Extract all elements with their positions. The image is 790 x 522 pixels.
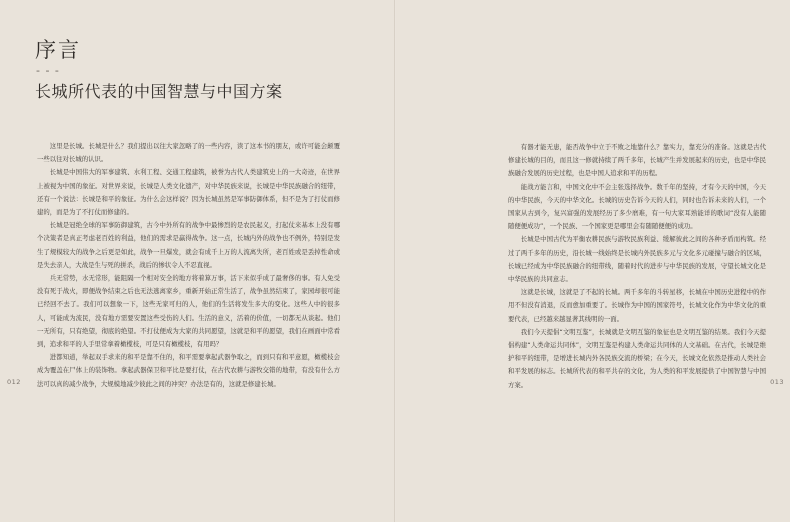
paragraph: 长城是中国伟大的军事建筑、水利工程、交通工程建筑，被誉为古代人类建筑史上的一大奇迹，在世界上被视为中国的象征。对世界来说，长城是人类文化遗产，对中华民族来说，长城是中华民族融合的纽带，还有一个说法：长城是和平的象征。为什么会这样说？因为长城虽然是军事防御体系，但不是为了打仗而修建的，而是为了不打仗而修建的。 bbox=[37, 168, 340, 217]
paragraph: 我们今天提倡“文明互鉴”，长城就是文明互鉴的象征也是文明互鉴的结果。我们今天提倡构建“人类命运共同体”，文明互鉴是构建人类命运共同体的人文基础。在古代，长城是维护和平的纽带，是增进长城内外各民族交流的桥梁；在今天，长城文化依然是推动人类社会和平发展的标志。长城所代表的和平共存的文化，为人类的和平发展提供了中国智慧与中国方案。 bbox=[508, 327, 766, 389]
paragraph: 这里是长城。长城是什么？我们提出以往大家忽略了的一些内容，读了这本书的朋友，或许可能会颠覆一些以往对长城的认识。 bbox=[37, 142, 340, 164]
paragraph: 有器才能无患，能否战争中立于不败之地靠什么？靠实力，靠充分的准备。这就是古代修建长城的目的，而且这一修就持续了两千多年，长城产生并发展起来的历史，也是中华民族融合发展的历史过程，也是中国人追求和平的历程。 bbox=[508, 143, 766, 178]
right-body-text bbox=[508, 141, 766, 392]
title-divider: - - - bbox=[36, 64, 60, 77]
page-number-right: 013 bbox=[770, 378, 784, 386]
paragraph: 长城是中国古代为平衡农耕民族与游牧民族利益、缓解彼此之间的各种矛盾而构筑。经过了两千多年的历史，沿长城一线始终是长城内外民族多元与文化多元碰撞与融合的区域，长城已经成为中华民族融合的纽带线，随着时代的进步与中华民族的发展，守望长城文化是中华民族的共同意志。 bbox=[508, 235, 766, 284]
chapter-title: 序言 bbox=[35, 38, 81, 62]
paragraph: 能战方能言和，中国文化中不会主张选择战争。数千年的坚持，才有今天的中国，今天的中华民族，今天的中华文化。长城的历史告诉今天的人们，同时也告诉未来的人们，一个国家从古到今，复兴富强的发展经历了多少磨难，有一句大家耳熟能详的歌词“没有人能随随便便成功”，一个民族、一个国家更是哪里会有随随便便的成功。 bbox=[508, 182, 766, 231]
paragraph: 进都知道，举起双手求来的和平是靠不住的，和平需要拿起武器争取之，而到只有和平意愿，橄榄枝会成为覆盖在尸体上的装饰物。拿起武器保卫和平比是要打仗，在古代农耕与游牧交错的地带，有没有什么方法可以真的减少战争，大规模地减少彼此之间的冲突？办法是有的，这就是修建长城。 bbox=[37, 353, 340, 388]
paragraph: 这就是长城，这就是了不起的长城。两千多年的斗转星移，长城在中国历史进程中的作用不但没有消退，反而愈加重要了。长城作为中国的国家符号，长城文化作为中华文化的重要代表，已经越来越显著其线明的一面。 bbox=[508, 288, 766, 323]
page-number-left: 012 bbox=[7, 378, 21, 386]
paragraph: 兵无常势，水无常形，能阻隔一个相对安全的地方将着算万事，活下来似乎成了最奢侈的事。有人免受没有死于战火，即便战争结束之后也无法逃离家乡，重新开始正常生活了，战争虽然结束了，家园却很可能已经回不去了。我们可以想象一下，这些无家可归的人，他们的生活将发生多大的变化。这些人中的很多人，可能成为流民，没有地方需要安置这些受伤的人们。生活的意义，活着的价值，一切都无从谈起。他们一无所有，只有绝望，彻底的绝望。不打仗便成为大家的共同愿望，这就是和平的愿望，我们在画面中常看到，追求和平的人手里常拿着橄榄枝，可是只有橄榄枝，有用吗？ bbox=[37, 274, 340, 349]
left-body-text bbox=[37, 140, 340, 391]
right-page bbox=[396, 0, 790, 522]
chapter-subtitle: 长城所代表的中国智慧与中国方案 bbox=[35, 82, 283, 101]
paragraph: 长城是冠绝全球的军事防御建筑，古今中外所有的战争中最惨烈的是农民起义，打起仗来基本上没有哪个决策者是真正考虑老百姓的利益，他们的需求是赢得战争。这一点，长城内外的战争也不例外，特别是发生了规模较大的战争之后更是如此，战争一旦爆发，就会有成千上万的人流离失所，老百姓或是丢掉性命或是失去亲人，大战是生与死的拼杀，战后的惨状令人不忍直视。 bbox=[37, 221, 340, 269]
left-page bbox=[0, 0, 394, 522]
